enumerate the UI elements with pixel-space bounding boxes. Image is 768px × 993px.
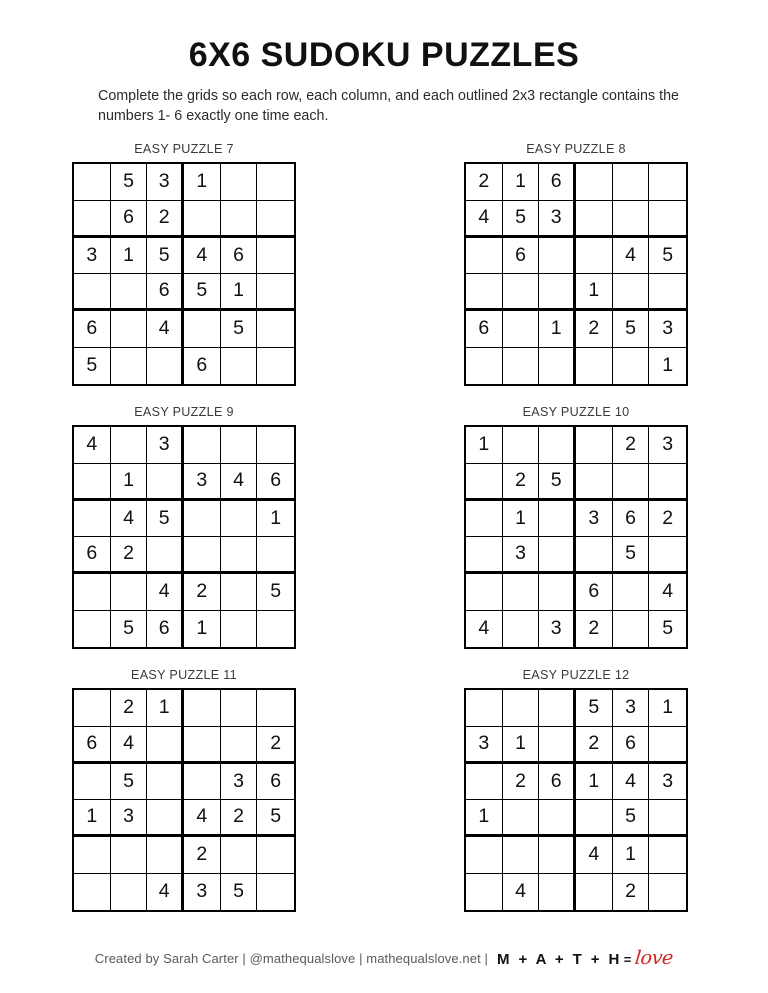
sudoku-cell-r6c4[interactable]: 2 xyxy=(576,611,613,648)
sudoku-cell-r2c1[interactable]: 6 xyxy=(74,727,111,764)
sudoku-cell-r2c1[interactable]: 4 xyxy=(466,201,503,238)
sudoku-cell-r1c1[interactable]: 1 xyxy=(466,427,503,464)
sudoku-cell-r4c6[interactable] xyxy=(649,800,686,837)
sudoku-cell-r5c1[interactable] xyxy=(74,837,111,874)
sudoku-cell-r6c6[interactable] xyxy=(257,348,294,385)
sudoku-grid xyxy=(464,425,688,649)
sudoku-cell-r6c3[interactable] xyxy=(539,348,576,385)
sudoku-cell-r5c1[interactable]: 6 xyxy=(466,311,503,348)
page-title: 6X6 SUDOKU PUZZLES xyxy=(188,36,580,74)
sudoku-cell-r4c3[interactable] xyxy=(539,274,576,311)
sudoku-cell-r5c4[interactable]: 2 xyxy=(184,837,221,874)
sudoku-cell-r6c1[interactable]: 5 xyxy=(74,348,111,385)
sudoku-cell-r2c3[interactable]: 2 xyxy=(147,201,184,238)
sudoku-cell-r6c2[interactable] xyxy=(503,348,540,385)
sudoku-cell-r1c2[interactable]: 2 xyxy=(111,690,148,727)
sudoku-cell-r6c3[interactable] xyxy=(539,874,576,911)
sudoku-cell-r3c3[interactable] xyxy=(539,501,576,538)
sudoku-cell-r4c6[interactable] xyxy=(257,274,294,311)
sudoku-cell-r2c5[interactable] xyxy=(221,201,258,238)
sudoku-cell-r6c3[interactable] xyxy=(147,348,184,385)
sudoku-grid xyxy=(72,162,296,386)
sudoku-cell-r4c6[interactable] xyxy=(649,537,686,574)
sudoku-cell-r3c3[interactable]: 5 xyxy=(147,501,184,538)
sudoku-cell-r4c4[interactable] xyxy=(184,537,221,574)
sudoku-cell-r5c4[interactable]: 2 xyxy=(184,574,221,611)
sudoku-cell-r4c2[interactable]: 3 xyxy=(503,537,540,574)
sudoku-cell-r4c3[interactable] xyxy=(539,537,576,574)
sudoku-cell-r6c1[interactable]: 4 xyxy=(466,611,503,648)
sudoku-cell-r2c4[interactable] xyxy=(184,727,221,764)
sudoku-cell-r4c2[interactable]: 2 xyxy=(111,537,148,574)
sudoku-cell-r5c3[interactable] xyxy=(539,837,576,874)
sudoku-cell-r2c5[interactable]: 6 xyxy=(613,727,650,764)
sudoku-cell-r1c2[interactable]: 1 xyxy=(503,164,540,201)
sudoku-cell-r1c6[interactable]: 1 xyxy=(649,690,686,727)
sudoku-cell-r6c5[interactable] xyxy=(221,348,258,385)
sudoku-cell-r3c2[interactable]: 6 xyxy=(503,238,540,275)
sudoku-cell-r3c6[interactable]: 2 xyxy=(649,501,686,538)
sudoku-cell-r2c6[interactable] xyxy=(257,201,294,238)
sudoku-cell-r3c2[interactable]: 1 xyxy=(111,238,148,275)
sudoku-cell-r2c6[interactable]: 6 xyxy=(257,464,294,501)
sudoku-cell-r5c6[interactable]: 5 xyxy=(257,574,294,611)
sudoku-cell-r3c4[interactable]: 4 xyxy=(184,238,221,275)
sudoku-cell-r4c6[interactable] xyxy=(257,537,294,574)
sudoku-cell-r1c4[interactable]: 5 xyxy=(576,690,613,727)
sudoku-grid xyxy=(72,425,296,649)
sudoku-cell-r1c1[interactable]: 4 xyxy=(74,427,111,464)
sudoku-cell-r3c2[interactable]: 5 xyxy=(111,764,148,801)
sudoku-cell-r5c3[interactable] xyxy=(539,574,576,611)
sudoku-cell-r5c4[interactable]: 4 xyxy=(576,837,613,874)
sudoku-cell-r6c5[interactable]: 5 xyxy=(221,874,258,911)
sudoku-cell-r5c2[interactable] xyxy=(111,311,148,348)
sudoku-cell-r1c4[interactable] xyxy=(576,164,613,201)
sudoku-cell-r3c5[interactable]: 6 xyxy=(221,238,258,275)
sudoku-cell-r2c3[interactable] xyxy=(539,727,576,764)
sudoku-cell-r6c2[interactable] xyxy=(503,611,540,648)
mathequalslove-logo xyxy=(497,947,673,969)
sudoku-cell-r3c4[interactable]: 1 xyxy=(576,764,613,801)
sudoku-cell-r2c5[interactable]: 4 xyxy=(221,464,258,501)
sudoku-cell-r4c6[interactable] xyxy=(649,274,686,311)
sudoku-cell-r5c5[interactable]: 5 xyxy=(221,311,258,348)
sudoku-cell-r2c4[interactable]: 2 xyxy=(576,727,613,764)
sudoku-cell-r2c5[interactable] xyxy=(613,201,650,238)
puzzle-label: EASY PUZZLE 8 xyxy=(526,142,626,157)
sudoku-cell-r6c6[interactable] xyxy=(257,611,294,648)
sudoku-cell-r1c2[interactable]: 5 xyxy=(111,164,148,201)
sudoku-cell-r5c1[interactable] xyxy=(466,837,503,874)
sudoku-cell-r2c5[interactable] xyxy=(613,464,650,501)
sudoku-cell-r4c5[interactable]: 5 xyxy=(613,800,650,837)
sudoku-cell-r4c1[interactable]: 1 xyxy=(74,800,111,837)
sudoku-cell-r2c2[interactable]: 1 xyxy=(111,464,148,501)
sudoku-cell-r6c1[interactable] xyxy=(74,874,111,911)
sudoku-cell-r4c4[interactable] xyxy=(576,800,613,837)
sudoku-cell-r3c6[interactable]: 6 xyxy=(257,764,294,801)
sudoku-cell-r6c2[interactable] xyxy=(111,348,148,385)
sudoku-cell-r3c1[interactable]: 3 xyxy=(74,238,111,275)
sudoku-cell-r6c3[interactable]: 4 xyxy=(147,874,184,911)
sudoku-cell-r4c3[interactable] xyxy=(147,537,184,574)
sudoku-cell-r1c6[interactable] xyxy=(257,164,294,201)
sudoku-cell-r1c5[interactable] xyxy=(221,427,258,464)
sudoku-cell-r2c2[interactable]: 6 xyxy=(111,201,148,238)
sudoku-grid xyxy=(464,162,688,386)
sudoku-cell-r5c3[interactable]: 1 xyxy=(539,311,576,348)
sudoku-cell-r4c4[interactable]: 5 xyxy=(184,274,221,311)
sudoku-cell-r2c2[interactable]: 1 xyxy=(503,727,540,764)
sudoku-cell-r1c3[interactable]: 6 xyxy=(539,164,576,201)
sudoku-cell-r6c3[interactable]: 6 xyxy=(147,611,184,648)
sudoku-cell-r5c6[interactable] xyxy=(257,311,294,348)
puzzle-5 xyxy=(72,668,296,912)
sudoku-cell-r3c4[interactable] xyxy=(184,501,221,538)
sudoku-cell-r1c5[interactable] xyxy=(221,690,258,727)
sudoku-cell-r2c4[interactable]: 3 xyxy=(184,464,221,501)
sudoku-cell-r5c3[interactable]: 4 xyxy=(147,311,184,348)
puzzle-3 xyxy=(72,405,296,649)
sudoku-cell-r3c5[interactable]: 3 xyxy=(221,764,258,801)
logo-equals-sign: = xyxy=(623,952,632,967)
sudoku-cell-r1c3[interactable] xyxy=(539,427,576,464)
sudoku-cell-r4c3[interactable] xyxy=(147,800,184,837)
sudoku-cell-r3c3[interactable] xyxy=(147,764,184,801)
sudoku-cell-r3c4[interactable]: 3 xyxy=(576,501,613,538)
sudoku-cell-r1c6[interactable] xyxy=(257,690,294,727)
sudoku-cell-r6c1[interactable] xyxy=(466,874,503,911)
sudoku-cell-r4c6[interactable]: 5 xyxy=(257,800,294,837)
sudoku-cell-r2c6[interactable] xyxy=(649,201,686,238)
sudoku-cell-r5c2[interactable] xyxy=(503,837,540,874)
sudoku-cell-r4c5[interactable]: 5 xyxy=(613,537,650,574)
sudoku-cell-r1c6[interactable]: 3 xyxy=(649,427,686,464)
sudoku-cell-r1c4[interactable]: 1 xyxy=(184,164,221,201)
sudoku-cell-r5c5[interactable]: 1 xyxy=(613,837,650,874)
page-header xyxy=(0,0,768,126)
sudoku-cell-r1c5[interactable]: 2 xyxy=(613,427,650,464)
sudoku-cell-r1c5[interactable] xyxy=(221,164,258,201)
sudoku-cell-r5c5[interactable] xyxy=(613,574,650,611)
sudoku-cell-r3c6[interactable]: 3 xyxy=(649,764,686,801)
sudoku-cell-r2c4[interactable] xyxy=(576,464,613,501)
sudoku-cell-r1c1[interactable] xyxy=(466,690,503,727)
puzzle-4 xyxy=(464,405,688,649)
sudoku-cell-r3c5[interactable]: 4 xyxy=(613,764,650,801)
sudoku-cell-r2c2[interactable]: 2 xyxy=(503,464,540,501)
sudoku-cell-r3c2[interactable]: 4 xyxy=(111,501,148,538)
sudoku-cell-r2c1[interactable] xyxy=(74,201,111,238)
sudoku-cell-r4c1[interactable]: 6 xyxy=(74,537,111,574)
puzzle-label: EASY PUZZLE 9 xyxy=(134,405,234,420)
sudoku-cell-r1c3[interactable]: 1 xyxy=(147,690,184,727)
sudoku-cell-r6c4[interactable]: 1 xyxy=(184,611,221,648)
sudoku-cell-r3c3[interactable]: 5 xyxy=(147,238,184,275)
sudoku-cell-r2c1[interactable] xyxy=(74,464,111,501)
sudoku-cell-r5c1[interactable] xyxy=(466,574,503,611)
puzzle-1 xyxy=(72,142,296,386)
sudoku-cell-r6c6[interactable]: 5 xyxy=(662,617,674,640)
sudoku-cell-r4c4[interactable] xyxy=(576,537,613,574)
sudoku-cell-r2c6[interactable]: 2 xyxy=(257,727,294,764)
sudoku-cell-r1c1[interactable] xyxy=(74,690,111,727)
sudoku-cell-r1c1[interactable] xyxy=(74,164,111,201)
sudoku-cell-r1c3[interactable]: 3 xyxy=(147,427,184,464)
puzzle-label: EASY PUZZLE 10 xyxy=(522,405,630,420)
sudoku-cell-r6c2[interactable] xyxy=(111,874,148,911)
sudoku-cell-r1c5[interactable]: 3 xyxy=(613,690,650,727)
sudoku-cell-r3c1[interactable] xyxy=(466,238,503,275)
puzzle-label: EASY PUZZLE 7 xyxy=(134,142,234,157)
sudoku-cell-r5c3[interactable]: 4 xyxy=(147,574,184,611)
sudoku-cell-r5c1[interactable]: 6 xyxy=(74,311,111,348)
sudoku-cell-r3c6[interactable]: 1 xyxy=(257,501,294,538)
sudoku-cell-r2c3[interactable] xyxy=(147,727,184,764)
sudoku-cell-r3c2[interactable]: 1 xyxy=(503,501,540,538)
sudoku-cell-r4c1[interactable] xyxy=(466,274,503,311)
sudoku-cell-r3c3[interactable] xyxy=(539,238,576,275)
logo-love-text: love xyxy=(634,947,675,969)
sudoku-cell-r2c5[interactable] xyxy=(221,727,258,764)
sudoku-cell-r5c5[interactable]: 5 xyxy=(613,311,650,348)
puzzle-6 xyxy=(464,668,688,912)
sudoku-cell-r1c4[interactable] xyxy=(576,427,613,464)
sudoku-cell-r6c1[interactable] xyxy=(74,611,111,648)
sudoku-cell-r5c2[interactable] xyxy=(503,311,540,348)
sudoku-cell-r2c2[interactable]: 5 xyxy=(503,201,540,238)
sudoku-cell-r5c6[interactable] xyxy=(649,837,686,874)
sudoku-cell-r3c5[interactable] xyxy=(221,501,258,538)
sudoku-cell-r3c1[interactable] xyxy=(74,764,111,801)
sudoku-cell-r4c1[interactable]: 1 xyxy=(466,800,503,837)
sudoku-cell-r1c3[interactable] xyxy=(539,690,576,727)
sudoku-cell-r4c2[interactable] xyxy=(503,800,540,837)
sudoku-cell-r3c5[interactable]: 4 xyxy=(613,238,650,275)
sudoku-cell-r1c2[interactable] xyxy=(503,427,540,464)
sudoku-cell-r6c4[interactable]: 6 xyxy=(184,348,221,385)
sudoku-cell-r2c1[interactable] xyxy=(466,464,503,501)
sudoku-cell-r6c2[interactable]: 5 xyxy=(111,611,148,648)
sudoku-cell-r2c1[interactable]: 3 xyxy=(466,727,503,764)
sudoku-cell-r6c4[interactable] xyxy=(576,348,613,385)
sudoku-cell-r3c1[interactable] xyxy=(466,764,503,801)
sudoku-cell-r5c5[interactable] xyxy=(221,574,258,611)
sudoku-cell-r6c5[interactable] xyxy=(613,611,650,648)
sudoku-cell-r5c2[interactable] xyxy=(503,574,540,611)
puzzle-label: EASY PUZZLE 12 xyxy=(522,668,630,683)
sudoku-cell-r3c2[interactable]: 2 xyxy=(503,764,540,801)
sudoku-cell-r2c6[interactable] xyxy=(649,727,686,764)
sudoku-grid xyxy=(464,688,688,912)
sudoku-cell-r4c1[interactable] xyxy=(466,537,503,574)
sudoku-cell-r5c5[interactable] xyxy=(221,837,258,874)
sudoku-cell-r4c5[interactable]: 2 xyxy=(221,800,258,837)
puzzle-label: EASY PUZZLE 11 xyxy=(131,668,237,683)
sudoku-cell-r1c6[interactable] xyxy=(257,427,294,464)
sudoku-cell-r5c2[interactable] xyxy=(111,574,148,611)
page-footer xyxy=(0,947,768,969)
sudoku-cell-r4c2[interactable] xyxy=(503,274,540,311)
sudoku-cell-r5c1[interactable] xyxy=(74,574,111,611)
instructions-text: Complete the grids so each row, each column, and each outlined 2x3 rectangle contains the numbers 1- 6 exactly one time each. xyxy=(98,87,679,124)
sudoku-cell-r5c2[interactable] xyxy=(111,837,148,874)
sudoku-cell-r4c3[interactable]: 6 xyxy=(147,274,184,311)
sudoku-cell-r4c5[interactable] xyxy=(221,537,258,574)
sudoku-cell-r1c4[interactable] xyxy=(184,427,221,464)
sudoku-cell-r6c2[interactable]: 4 xyxy=(503,874,540,911)
sudoku-cell-r6c6[interactable] xyxy=(649,874,686,911)
sudoku-cell-r3c1[interactable] xyxy=(466,501,503,538)
sudoku-cell-r1c2[interactable] xyxy=(503,690,540,727)
sudoku-cell-r6c1[interactable] xyxy=(466,348,503,385)
sudoku-cell-r3c5[interactable]: 6 xyxy=(613,501,650,538)
sudoku-cell-r6c5[interactable] xyxy=(221,611,258,648)
sudoku-cell-r4c5[interactable] xyxy=(613,274,650,311)
sudoku-cell-r6c5[interactable]: 2 xyxy=(613,874,650,911)
sudoku-cell-r6c4[interactable]: 3 xyxy=(184,874,221,911)
sudoku-cell-r1c5[interactable] xyxy=(613,164,650,201)
puzzle-grid-container xyxy=(0,142,768,912)
sudoku-cell-r3c1[interactable] xyxy=(74,501,111,538)
sudoku-cell-r5c4[interactable]: 6 xyxy=(576,574,613,611)
sudoku-cell-r4c1[interactable] xyxy=(74,274,111,311)
sudoku-cell-r2c3[interactable]: 5 xyxy=(539,464,576,501)
sudoku-cell-r2c2[interactable]: 4 xyxy=(111,727,148,764)
sudoku-cell-r5c6[interactable]: 4 xyxy=(649,574,686,611)
sudoku-cell-r4c5[interactable]: 1 xyxy=(221,274,258,311)
sudoku-cell-r3c6[interactable]: 5 xyxy=(649,238,686,275)
sudoku-cell-r3c4[interactable] xyxy=(184,764,221,801)
sudoku-cell-r2c4[interactable] xyxy=(184,201,221,238)
sudoku-cell-r6c4[interactable] xyxy=(576,874,613,911)
sudoku-cell-r5c6[interactable] xyxy=(257,837,294,874)
sudoku-cell-r6c6[interactable] xyxy=(257,874,294,911)
logo-math-text: M + A + T + H xyxy=(497,951,622,968)
sudoku-cell-r3c3[interactable]: 6 xyxy=(539,764,576,801)
sudoku-cell-r4c4[interactable]: 4 xyxy=(184,800,221,837)
sudoku-cell-r2c3[interactable] xyxy=(147,464,184,501)
sudoku-cell-r4c2[interactable] xyxy=(111,274,148,311)
sudoku-cell-r5c6[interactable]: 3 xyxy=(649,311,686,348)
sudoku-cell-r3c4[interactable] xyxy=(576,238,613,275)
footer-credit: Created by Sarah Carter | @mathequalslove | mathequalslove.net | xyxy=(94,950,488,966)
sudoku-cell-r1c1[interactable]: 2 xyxy=(466,164,503,201)
sudoku-cell-r1c4[interactable] xyxy=(184,690,221,727)
sudoku-cell-r3c6[interactable] xyxy=(257,238,294,275)
sudoku-cell-r6c3[interactable]: 3 xyxy=(539,611,576,648)
puzzle-2 xyxy=(464,142,688,386)
sudoku-cell-r4c3[interactable] xyxy=(539,800,576,837)
sudoku-cell-r1c3[interactable]: 3 xyxy=(147,164,184,201)
sudoku-cell-r2c6[interactable] xyxy=(649,464,686,501)
sudoku-cell-r6c5[interactable] xyxy=(613,348,650,385)
sudoku-cell-r5c4[interactable] xyxy=(184,311,221,348)
sudoku-cell-r6c6[interactable]: 1 xyxy=(662,354,674,377)
sudoku-cell-r4c2[interactable]: 3 xyxy=(111,800,148,837)
sudoku-cell-r2c4[interactable] xyxy=(576,201,613,238)
sudoku-cell-r5c4[interactable]: 2 xyxy=(576,311,613,348)
sudoku-grid xyxy=(72,688,296,912)
sudoku-cell-r1c2[interactable] xyxy=(111,427,148,464)
sudoku-cell-r2c3[interactable]: 3 xyxy=(539,201,576,238)
sudoku-cell-r4c4[interactable]: 1 xyxy=(576,274,613,311)
sudoku-cell-r5c3[interactable] xyxy=(147,837,184,874)
sudoku-cell-r1c6[interactable] xyxy=(649,164,686,201)
